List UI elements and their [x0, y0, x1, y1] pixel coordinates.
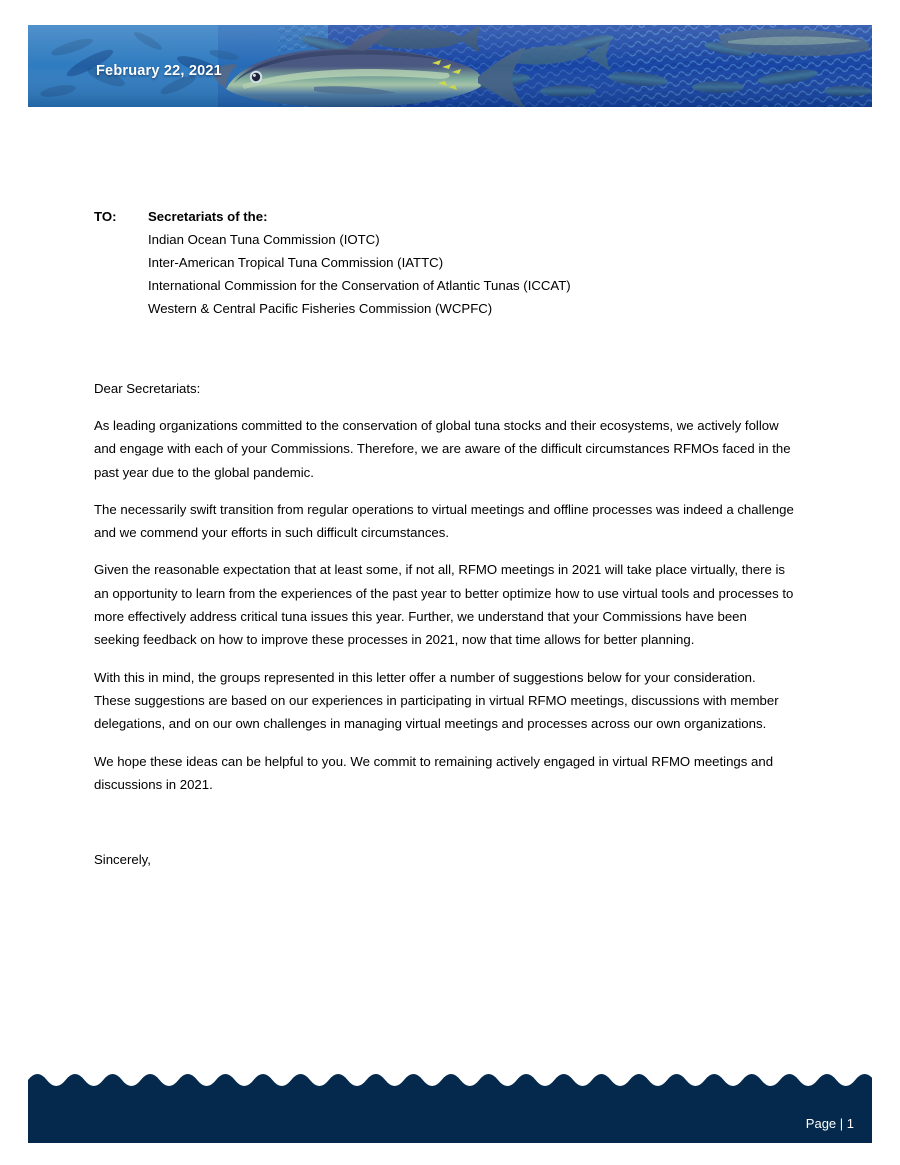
body-paragraph: Given the reasonable expectation that at least some, if not all, RFMO meetings in 2021 will take place virtually, there is an opportunity to learn from the experiences of the past year to better optimize how to use virtual tools and processes to more effectively address critical tuna issues this year. Further, we understand that your Commissions have been seeking feedback on how to improve these processes in 2021, now that time allows for better planning.	[94, 562, 794, 648]
list-item: Western & Central Pacific Fisheries Commission (WCPFC)	[148, 301, 493, 316]
page-number: Page | 1	[805, 1116, 854, 1131]
footer-bar	[28, 1090, 872, 1143]
list-item: International Commission for the Conservation of Atlantic Tunas (ICCAT)	[148, 278, 571, 293]
recipient-block	[94, 205, 794, 320]
body-paragraph: With this in mind, the groups represented in this letter offer a number of suggestions below for your consideration. These suggestions are based on our experiences in participating in virtual RFMO meetings, discussions with member delegations, and on our own challenges in managing virtual meetings and processes across our own organizations.	[94, 669, 779, 732]
header-banner	[28, 25, 872, 107]
recipient-heading-row	[94, 205, 794, 228]
list-item: Indian Ocean Tuna Commission (IOTC)	[148, 232, 380, 247]
page-footer	[28, 1068, 872, 1143]
body-paragraph: The necessarily swift transition from regular operations to virtual meetings and offline processes was indeed a challenge and we commend your efforts in such difficult circumstances.	[94, 501, 794, 541]
letter-body	[94, 205, 794, 871]
salutation: Dear Secretariats:	[94, 381, 201, 396]
header-date: February 22, 2021	[96, 63, 222, 79]
closing-line: Sincerely,	[94, 852, 151, 868]
body-paragraph: We hope these ideas can be helpful to you. We commit to remaining actively engaged in virtual RFMO meetings and discussions in 2021.	[94, 753, 774, 792]
list-item: Inter-American Tropical Tuna Commission (IATTC)	[148, 255, 444, 270]
body-paragraph: As leading organizations committed to the conservation of global tuna stocks and their ecosystems, we actively follow and engage with each of your Commissions. Therefore, we are aware of the difficult circumstances RFMOs faced in the past year due to the global pandemic.	[94, 418, 791, 480]
to-heading: Secretariats of the:	[148, 209, 268, 224]
to-label: TO:	[94, 209, 117, 224]
recipient-list	[94, 228, 794, 320]
